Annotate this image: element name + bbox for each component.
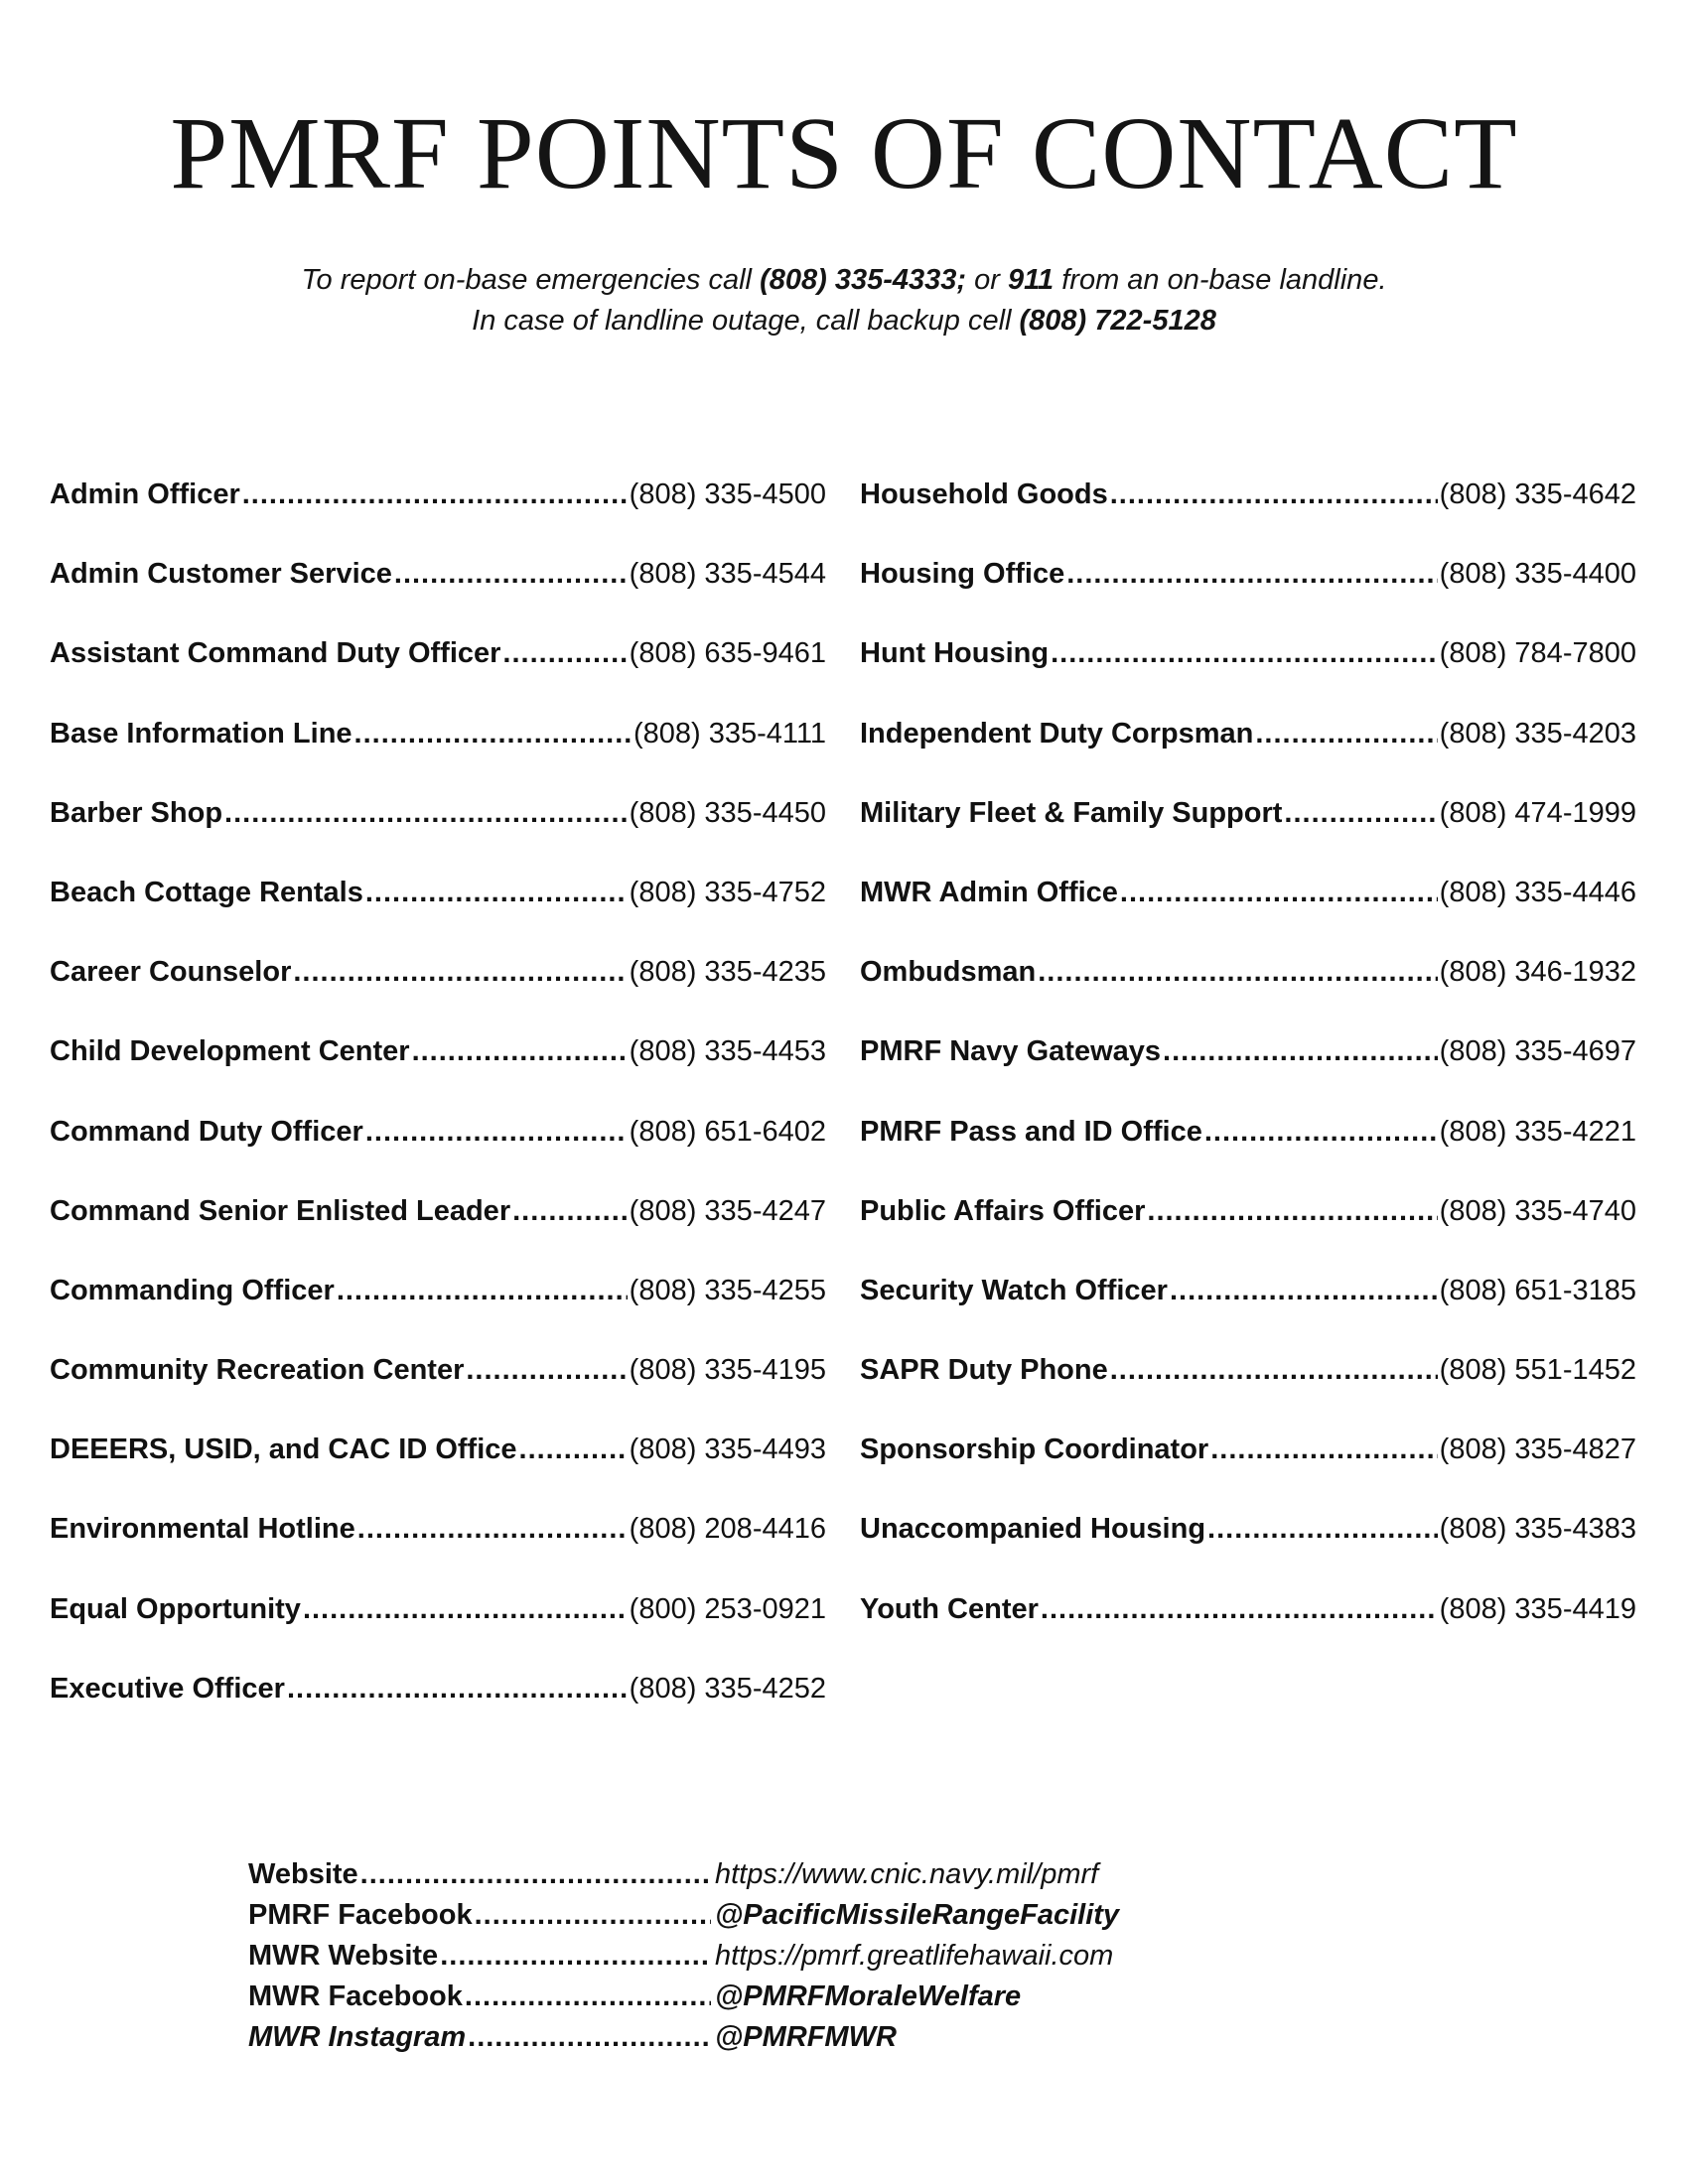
contact-phone: (808) 335-4493 xyxy=(629,1433,826,1466)
contact-phone: (808) 335-4400 xyxy=(1439,558,1636,591)
link-row-mwr-instagram xyxy=(248,2021,1241,2062)
leader-dots xyxy=(1110,1354,1438,1387)
leader-dots xyxy=(440,1940,711,1973)
leader-dots xyxy=(502,637,627,670)
contact-row xyxy=(50,797,826,877)
contact-row xyxy=(50,718,826,797)
contact-row xyxy=(860,637,1636,717)
contact-row xyxy=(860,1275,1636,1354)
contact-phone: (808) 346-1932 xyxy=(1439,956,1636,989)
contact-name: Beach Cottage Rentals xyxy=(50,876,363,908)
leader-dots xyxy=(354,718,632,751)
contact-name: PMRF Pass and ID Office xyxy=(860,1115,1202,1148)
contact-phone: (808) 335-4697 xyxy=(1439,1035,1636,1068)
link-row-website xyxy=(248,1858,1241,1899)
contact-name: Assistant Command Duty Officer xyxy=(50,637,501,670)
leader-dots xyxy=(1120,877,1438,909)
contact-row xyxy=(860,1593,1636,1673)
leader-dots xyxy=(242,478,628,511)
contact-phone: (808) 335-4255 xyxy=(629,1274,826,1306)
leader-dots xyxy=(365,1116,628,1149)
contact-phone: (808) 335-4450 xyxy=(629,796,826,829)
mwr-instagram-link[interactable]: @PMRFMWR xyxy=(715,2021,897,2053)
contact-name: Executive Officer xyxy=(50,1672,285,1705)
contact-phone: (808) 551-1452 xyxy=(1439,1354,1636,1387)
contact-name: Housing Office xyxy=(860,558,1065,591)
mwr-website-link[interactable]: https://pmrf.greatlifehawaii.com xyxy=(715,1940,1114,1972)
contact-phone: (808) 474-1999 xyxy=(1439,796,1636,829)
contact-name: Security Watch Officer xyxy=(860,1274,1168,1306)
leader-dots xyxy=(512,1195,628,1228)
leader-dots xyxy=(1210,1433,1437,1466)
pmrf-facebook-link[interactable]: @PacificMissileRangeFacility xyxy=(715,1899,1120,1931)
contact-phone: (808) 335-4252 xyxy=(629,1672,826,1705)
leader-dots xyxy=(1163,1035,1438,1068)
contact-phone: (800) 253-0921 xyxy=(629,1592,826,1625)
contact-phone: (808) 335-4752 xyxy=(629,876,826,908)
contact-row xyxy=(50,1116,826,1195)
link-label: PMRF Facebook xyxy=(248,1899,473,1931)
contact-row xyxy=(50,1433,826,1513)
leader-dots xyxy=(1147,1195,1437,1228)
contact-phone: (808) 335-4453 xyxy=(629,1035,826,1068)
contact-phone: (808) 335-4827 xyxy=(1439,1433,1636,1466)
leader-dots xyxy=(224,797,628,830)
contact-phone: (808) 651-6402 xyxy=(629,1115,826,1148)
contact-row xyxy=(860,956,1636,1035)
backup-cell-number: (808) 722-5128 xyxy=(1019,305,1216,337)
contact-phone: (808) 335-4740 xyxy=(1439,1194,1636,1227)
contact-row xyxy=(50,1354,826,1433)
contacts-left-column xyxy=(50,478,826,1752)
contact-row xyxy=(860,1116,1636,1195)
leader-dots xyxy=(365,877,628,909)
contact-phone: (808) 335-4383 xyxy=(1439,1513,1636,1546)
contact-phone: (808) 651-3185 xyxy=(1439,1274,1636,1306)
leader-dots xyxy=(1038,956,1437,989)
contact-name: Commanding Officer xyxy=(50,1274,335,1306)
emergency-notice xyxy=(0,260,1688,341)
contact-row xyxy=(860,797,1636,877)
leader-dots xyxy=(468,2021,711,2054)
contact-row xyxy=(860,558,1636,637)
link-label: Website xyxy=(248,1858,358,1890)
contact-name: Unaccompanied Housing xyxy=(860,1513,1206,1546)
contact-phone: (808) 784-7800 xyxy=(1439,637,1636,670)
contact-phone: (808) 335-4195 xyxy=(629,1354,826,1387)
page-title: PMRF POINTS OF CONTACT xyxy=(170,96,1518,210)
contact-name: Sponsorship Coordinator xyxy=(860,1433,1209,1466)
contact-name: Admin Officer xyxy=(50,478,240,510)
leader-dots xyxy=(357,1513,628,1546)
contact-phone: (808) 335-4221 xyxy=(1439,1115,1636,1148)
contact-row xyxy=(50,877,826,956)
contact-name: Independent Duty Corpsman xyxy=(860,717,1254,750)
leader-dots xyxy=(475,1899,711,1932)
leader-dots xyxy=(1051,637,1438,670)
contact-phone: (808) 335-4446 xyxy=(1439,876,1636,908)
emergency-line-2: In case of landline outage, call backup cell (808) 722-5128 xyxy=(472,305,1216,337)
contact-row xyxy=(50,956,826,1035)
contact-name: Command Senior Enlisted Leader xyxy=(50,1194,511,1227)
contact-name: Ombudsman xyxy=(860,956,1037,989)
contact-row xyxy=(860,1035,1636,1115)
contact-row xyxy=(860,1433,1636,1513)
contact-name: Hunt Housing xyxy=(860,637,1050,670)
contact-phone: (808) 208-4416 xyxy=(629,1513,826,1546)
leader-dots xyxy=(1110,478,1438,511)
contact-row xyxy=(50,1513,826,1592)
leader-dots xyxy=(1207,1513,1438,1546)
contact-row xyxy=(50,1275,826,1354)
mwr-facebook-link[interactable]: @PMRFMoraleWelfare xyxy=(715,1980,1022,2012)
link-label: MWR Facebook xyxy=(248,1980,463,2012)
link-row-mwr-facebook xyxy=(248,1980,1241,2021)
link-label: MWR Website xyxy=(248,1940,439,1972)
contact-name: Equal Opportunity xyxy=(50,1592,301,1625)
leader-dots xyxy=(466,1354,627,1387)
contact-name: Public Affairs Officer xyxy=(860,1194,1146,1227)
contact-row xyxy=(50,558,826,637)
contact-name: MWR Admin Office xyxy=(860,876,1118,908)
online-links xyxy=(248,1858,1241,2062)
leader-dots xyxy=(1041,1593,1438,1626)
contact-row xyxy=(860,478,1636,558)
contact-row xyxy=(860,718,1636,797)
contact-name: Command Duty Officer xyxy=(50,1115,363,1148)
contact-phone: (808) 335-4111 xyxy=(633,717,826,750)
leader-dots xyxy=(1204,1116,1438,1149)
contact-name: DEEERS, USID, and CAC ID Office xyxy=(50,1433,517,1466)
contact-row xyxy=(50,1673,826,1752)
leader-dots xyxy=(465,1980,711,2013)
contact-row xyxy=(50,478,826,558)
leader-dots xyxy=(1170,1275,1438,1307)
contact-phone: (808) 335-4247 xyxy=(629,1194,826,1227)
leader-dots xyxy=(287,1673,628,1706)
contact-row xyxy=(50,1593,826,1673)
contact-name: Barber Shop xyxy=(50,796,223,829)
leader-dots xyxy=(394,558,628,591)
contact-row xyxy=(860,1354,1636,1433)
contact-phone: (808) 635-9461 xyxy=(629,637,826,670)
emergency-number: (808) 335-4333; xyxy=(760,264,967,296)
contact-name: Community Recreation Center xyxy=(50,1354,465,1387)
contact-name: Household Goods xyxy=(860,478,1108,510)
contact-row xyxy=(50,637,826,717)
contact-phone: (808) 335-4500 xyxy=(629,478,826,510)
contact-name: SAPR Duty Phone xyxy=(860,1354,1108,1387)
leader-dots xyxy=(1255,718,1437,751)
contact-name: Youth Center xyxy=(860,1592,1039,1625)
contact-phone: (808) 335-4544 xyxy=(629,558,826,591)
contact-name: Child Development Center xyxy=(50,1035,410,1068)
contact-row xyxy=(860,1513,1636,1592)
leader-dots xyxy=(1284,797,1437,830)
contact-row xyxy=(860,877,1636,956)
contacts-right-column xyxy=(860,478,1636,1673)
contact-phone: (808) 335-4203 xyxy=(1439,717,1636,750)
contact-phone: (808) 335-4235 xyxy=(629,956,826,989)
leader-dots xyxy=(1066,558,1437,591)
leader-dots xyxy=(412,1035,628,1068)
contact-name: Base Information Line xyxy=(50,717,352,750)
contact-name: Admin Customer Service xyxy=(50,558,392,591)
leader-dots xyxy=(519,1433,628,1466)
contact-name: PMRF Navy Gateways xyxy=(860,1035,1162,1068)
emergency-line-1: To report on-base emergencies call (808) 335-4333; or 911 from an on-base landline. xyxy=(301,264,1387,296)
website-link[interactable]: https://www.cnic.navy.mil/pmrf xyxy=(715,1858,1099,1890)
leader-dots xyxy=(293,956,627,989)
link-label: MWR Instagram xyxy=(248,2021,467,2053)
contact-name: Environmental Hotline xyxy=(50,1513,355,1546)
link-row-pmrf-facebook xyxy=(248,1899,1241,1940)
contact-row xyxy=(50,1195,826,1275)
leader-dots xyxy=(360,1858,711,1891)
contact-name: Military Fleet & Family Support xyxy=(860,796,1283,829)
leader-dots xyxy=(303,1593,628,1626)
contact-row xyxy=(860,1195,1636,1275)
emergency-911: 911 xyxy=(1007,264,1055,296)
contact-row xyxy=(50,1035,826,1115)
contact-phone: (808) 335-4419 xyxy=(1439,1592,1636,1625)
contact-phone: (808) 335-4642 xyxy=(1439,478,1636,510)
link-row-mwr-website xyxy=(248,1940,1241,1980)
contact-name: Career Counselor xyxy=(50,956,292,989)
leader-dots xyxy=(337,1275,628,1307)
